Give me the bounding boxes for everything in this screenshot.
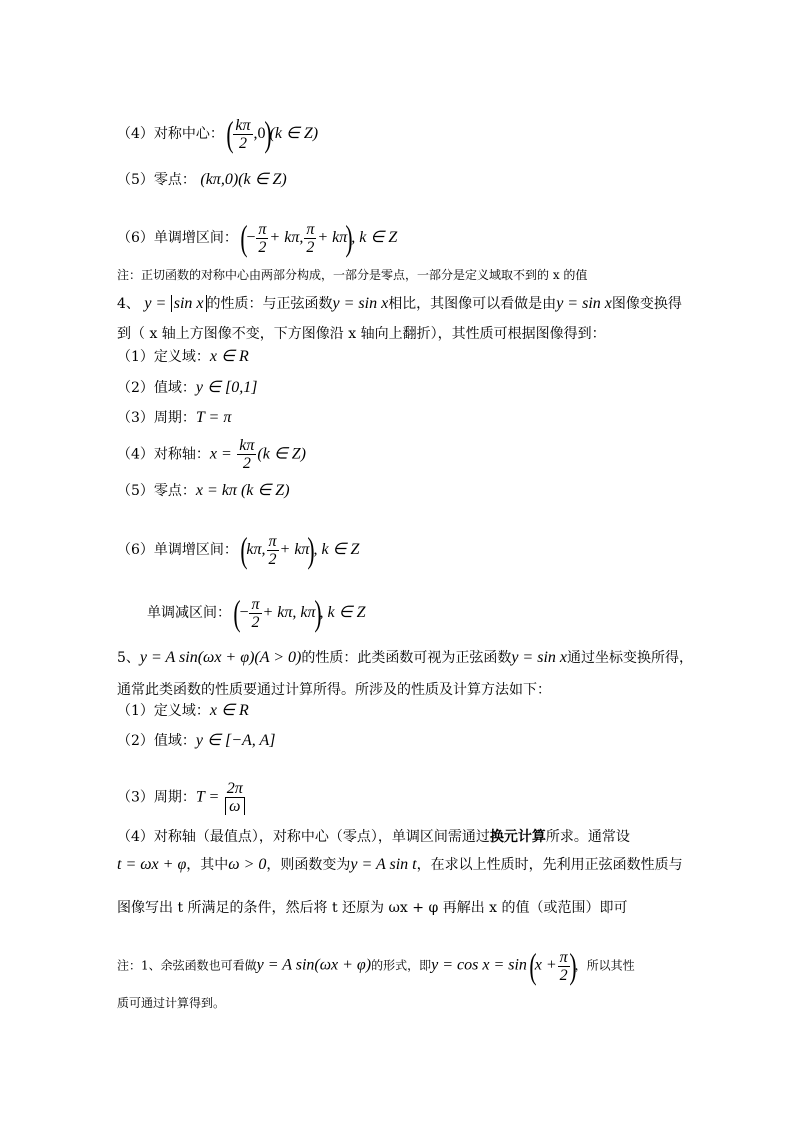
asin-period: （3）周期：T = $\frac{2\pi}{\omega}$ (117, 780, 243, 815)
tan-increasing-interval: （6）单调增区间： (− $\frac{\pi}{2}$ + kπ, $\frac{\pi}{2}$ + kπ), k ∈ Z (117, 218, 398, 258)
abs-sin-domain: （1）定义域：x ∈ R (117, 348, 249, 365)
abs-sin-zeros: （5）零点：x = kπ (k ∈ Z) (117, 482, 290, 499)
abs-sin-increasing: （6）单调增区间： (kπ, $\frac{\pi}{2}$ + kπ), k ∈ Z (117, 530, 360, 570)
abs-sin-period: （3）周期：T = π (117, 409, 232, 426)
asin-heading: 5、y = A sin(ωx + φ)(A > 0)的性质：此类函数可视为正弦函数y = sin x通过坐标变换所得， (117, 649, 693, 666)
tan-note: 注：正切函数的对称中心由两部分构成，一部分是零点，一部分是定义域取不到的 x 的值 (117, 268, 588, 282)
tan-zeros: （5）零点： (kπ,0)(k ∈ Z) (117, 171, 287, 188)
tan-symmetry-center: （4）对称中心： ( $\frac{k\pi}{2}$ ,0)(k ∈ Z) (117, 114, 319, 154)
asin-range: （2）值域：y ∈ [−A, A] (117, 732, 276, 749)
abs-sin-range: （2）值域：y ∈ [0,1] (117, 379, 258, 396)
cos-note-line2: 质可通过计算得到。 (117, 996, 226, 1010)
abs-sin-heading: 4、 y = sin x 的性质：与正弦函数y = sin x相比，其图像可以看做是由y = sin x图像变换得 (117, 295, 682, 312)
asin-method-line3: 图像写出 t 所满足的条件，然后将 t 还原为 ωx + φ 再解出 x 的值（或范围）即可 (117, 900, 628, 916)
abs-sin-decreasing: 单调减区间： (− $\frac{\pi}{2}$ + kπ, kπ), k ∈ Z (147, 593, 366, 633)
asin-intro: 通常此类函数的性质要通过计算所得。所涉及的性质及计算方法如下： (117, 682, 551, 698)
abs-sin-intro: 到（ x 轴上方图像不变，下方图像沿 x 轴向上翻折），其性质可根据图像得到： (117, 326, 606, 342)
abs-sin-axis: （4）对称轴：x = $\frac{k\pi}{2}$ (k ∈ Z) (117, 437, 306, 472)
asin-method-line2: t = ωx + φ，其中ω > 0，则函数变为y = A sin t，在求以上性质时，先利用正弦函数性质与 (117, 856, 683, 873)
asin-method-line1: （4）对称轴（最值点），对称中心（零点），单调区间需通过换元计算所求。通常设 (117, 829, 630, 845)
cos-note-line1: 注：1、余弦函数也可看做y = A sin(ωx + φ)的形式，即y = cos x = sin (x + $\frac{\pi}{2}$ )，所以其性 (117, 946, 635, 986)
asin-domain: （1）定义域：x ∈ R (117, 702, 249, 719)
